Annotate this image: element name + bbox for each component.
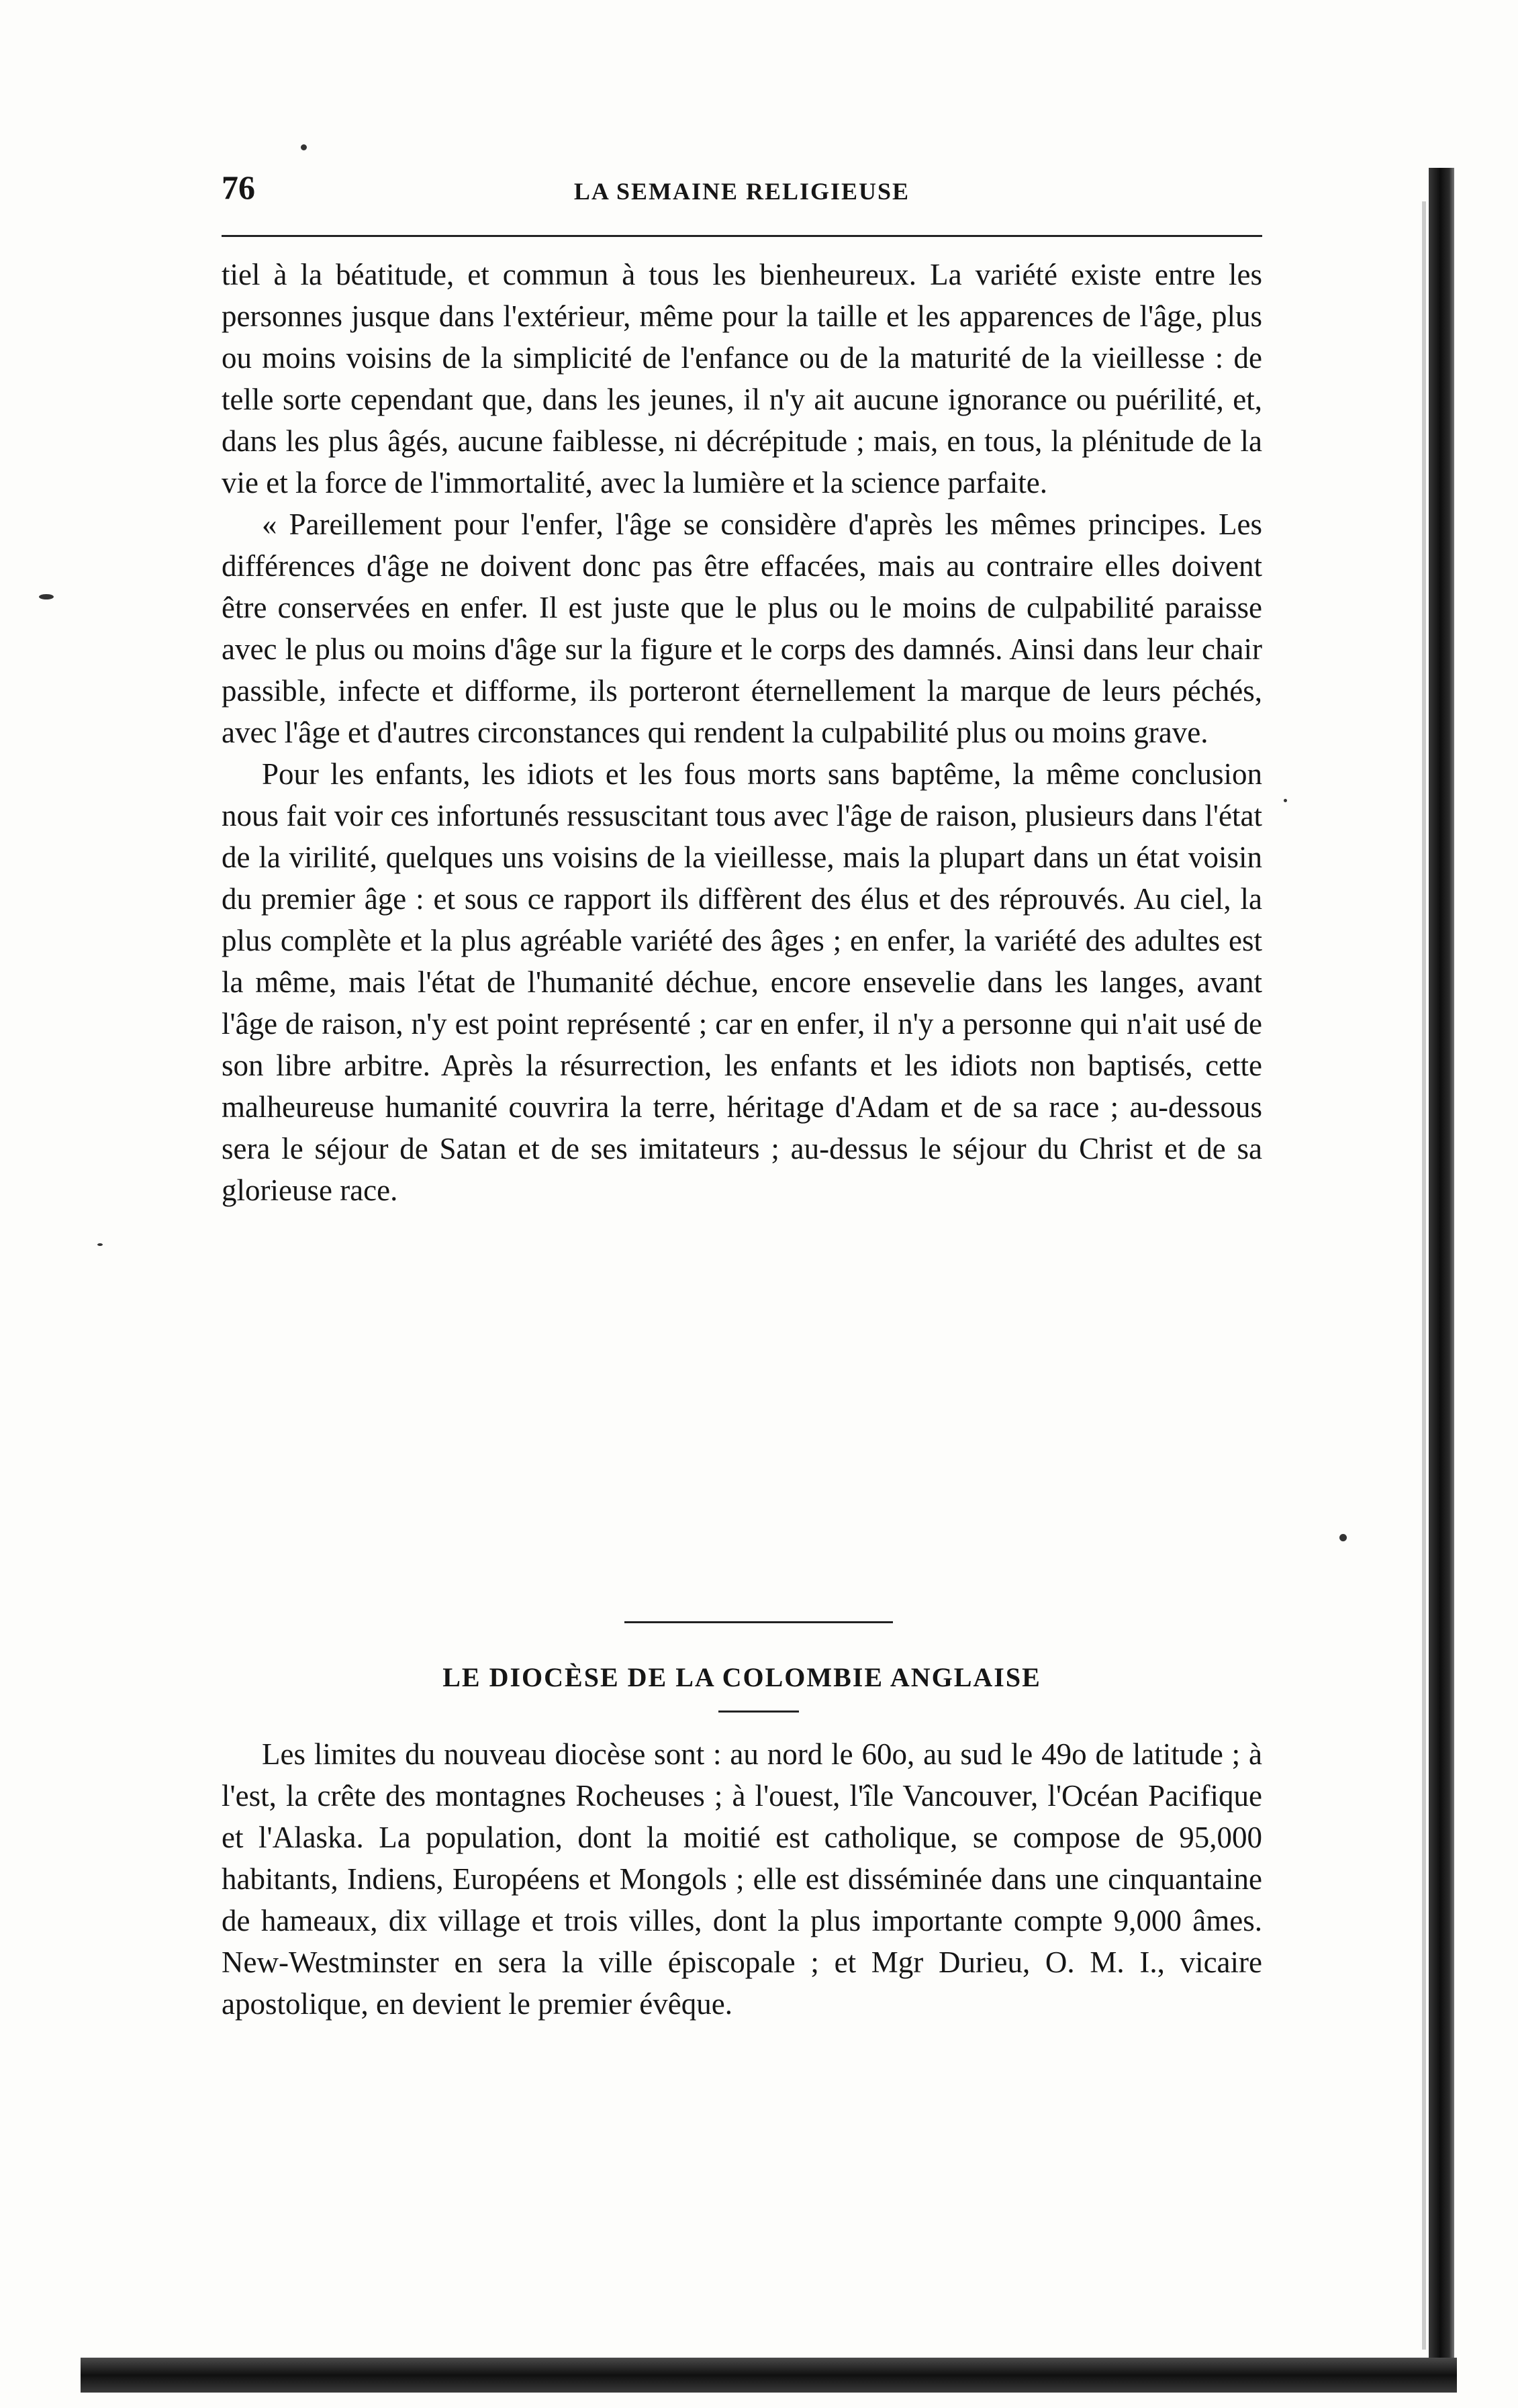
page-number: 76 xyxy=(222,168,255,206)
page-header xyxy=(222,168,1262,215)
scan-speck xyxy=(1284,799,1287,802)
section-divider xyxy=(624,1621,893,1623)
binding-edge xyxy=(1429,168,1454,2370)
paragraph-1: tiel à la béatitude, et commun à tous les bienheureux. La variété existe entre les personnes jusque dans l'extérieur, même pour la taille et les apparences de l'âge, plus ou moins voisins de la simplicité de l'enfance ou de la maturité de la vieillesse : de telle sorte cependant que, dans les jeunes, il n'y ait aucune ignorance ou puérilité, et, dans les plus âgés, aucune faiblesse, ni décrépitude ; mais, en tous, la plénitude de la vie et la force de l'immortalité, avec la lumière et la science parfaite. xyxy=(222,258,1262,499)
scan-speck xyxy=(1339,1534,1347,1541)
running-title: LA SEMAINE RELIGIEUSE xyxy=(573,178,910,205)
section-title: LE DIOCÈSE DE LA COLOMBIE ANGLAISE xyxy=(442,1662,1041,1692)
header-rule xyxy=(222,235,1262,237)
paragraph-3: Pour les enfants, les idiots et les fous morts sans baptême, la même conclusion nous fait voir ces infortunés ressuscitant tous avec l'âge de raison, plusieurs dans l'état de la virilité, quelques uns voisins de la vieillesse, mais la plupart dans un état voisin du premier âge : et sous ce rapport ils diffèrent des élus et des réprouvés. Au ciel, la plus complète et la plus agréable variété des âges ; en enfer, la variété des adultes est la même, mais l'état de l'humanité déchue, encore ensevelie dans les langes, avant l'âge de raison, n'y est point représenté ; car en enfer, il n'y a personne qui n'ait usé de son libre arbitre. Après la résurrection, les enfants et les idiots non baptisés, cette malheureuse humanité couvrira la terre, héritage d'Adam et de sa race ; au-dessous sera le séjour de Satan et de ses imitateurs ; au-dessus le séjour du Christ et de sa glorieuse race. xyxy=(222,757,1262,1207)
section-paragraph: Les limites du nouveau diocèse sont : au nord le 60o, au sud le 49o de latitude ; à l'est, la crête des montagnes Rocheuses ; à l'ouest, l'île Vancouver, l'Océan Pacifique et l'Alaska. La population, dont la moitié est catholique, se compose de 95,000 habitants, Indiens, Européens et Mongols ; elle est disséminée dans une cinquantaine de hameaux, dix village et trois villes, dont la plus importante compte 9,000 âmes. New-Westminster en sera la ville épiscopale ; et Mgr Durieu, O. M. I., vicaire apostolique, en devient le premier évêque. xyxy=(222,1737,1262,2021)
scan-speck xyxy=(301,144,307,150)
paragraph-2: « Pareillement pour l'enfer, l'âge se considère d'après les mêmes principes. Les différences d'âge ne doivent donc pas être effacées, mais au contraire elles doivent être conservées en enfer. Il est juste que le plus ou le moins de culpabilité paraisse avec le plus ou moins d'âge sur la figure et le corps des damnés. Ainsi dans leur chair passible, infecte et difforme, ils porteront éternellement la marque de leurs péchés, avec l'âge et d'autres circonstances qui rendent la culpabilité plus ou moins grave. xyxy=(222,508,1262,749)
article-continuation xyxy=(222,254,1262,1211)
section-body xyxy=(222,1733,1262,2025)
title-dash xyxy=(718,1711,799,1713)
scan-speck xyxy=(39,594,54,599)
binding-shadow xyxy=(1422,201,1426,2350)
scan-speck xyxy=(97,1243,103,1246)
bottom-scan-edge xyxy=(81,2358,1457,2393)
